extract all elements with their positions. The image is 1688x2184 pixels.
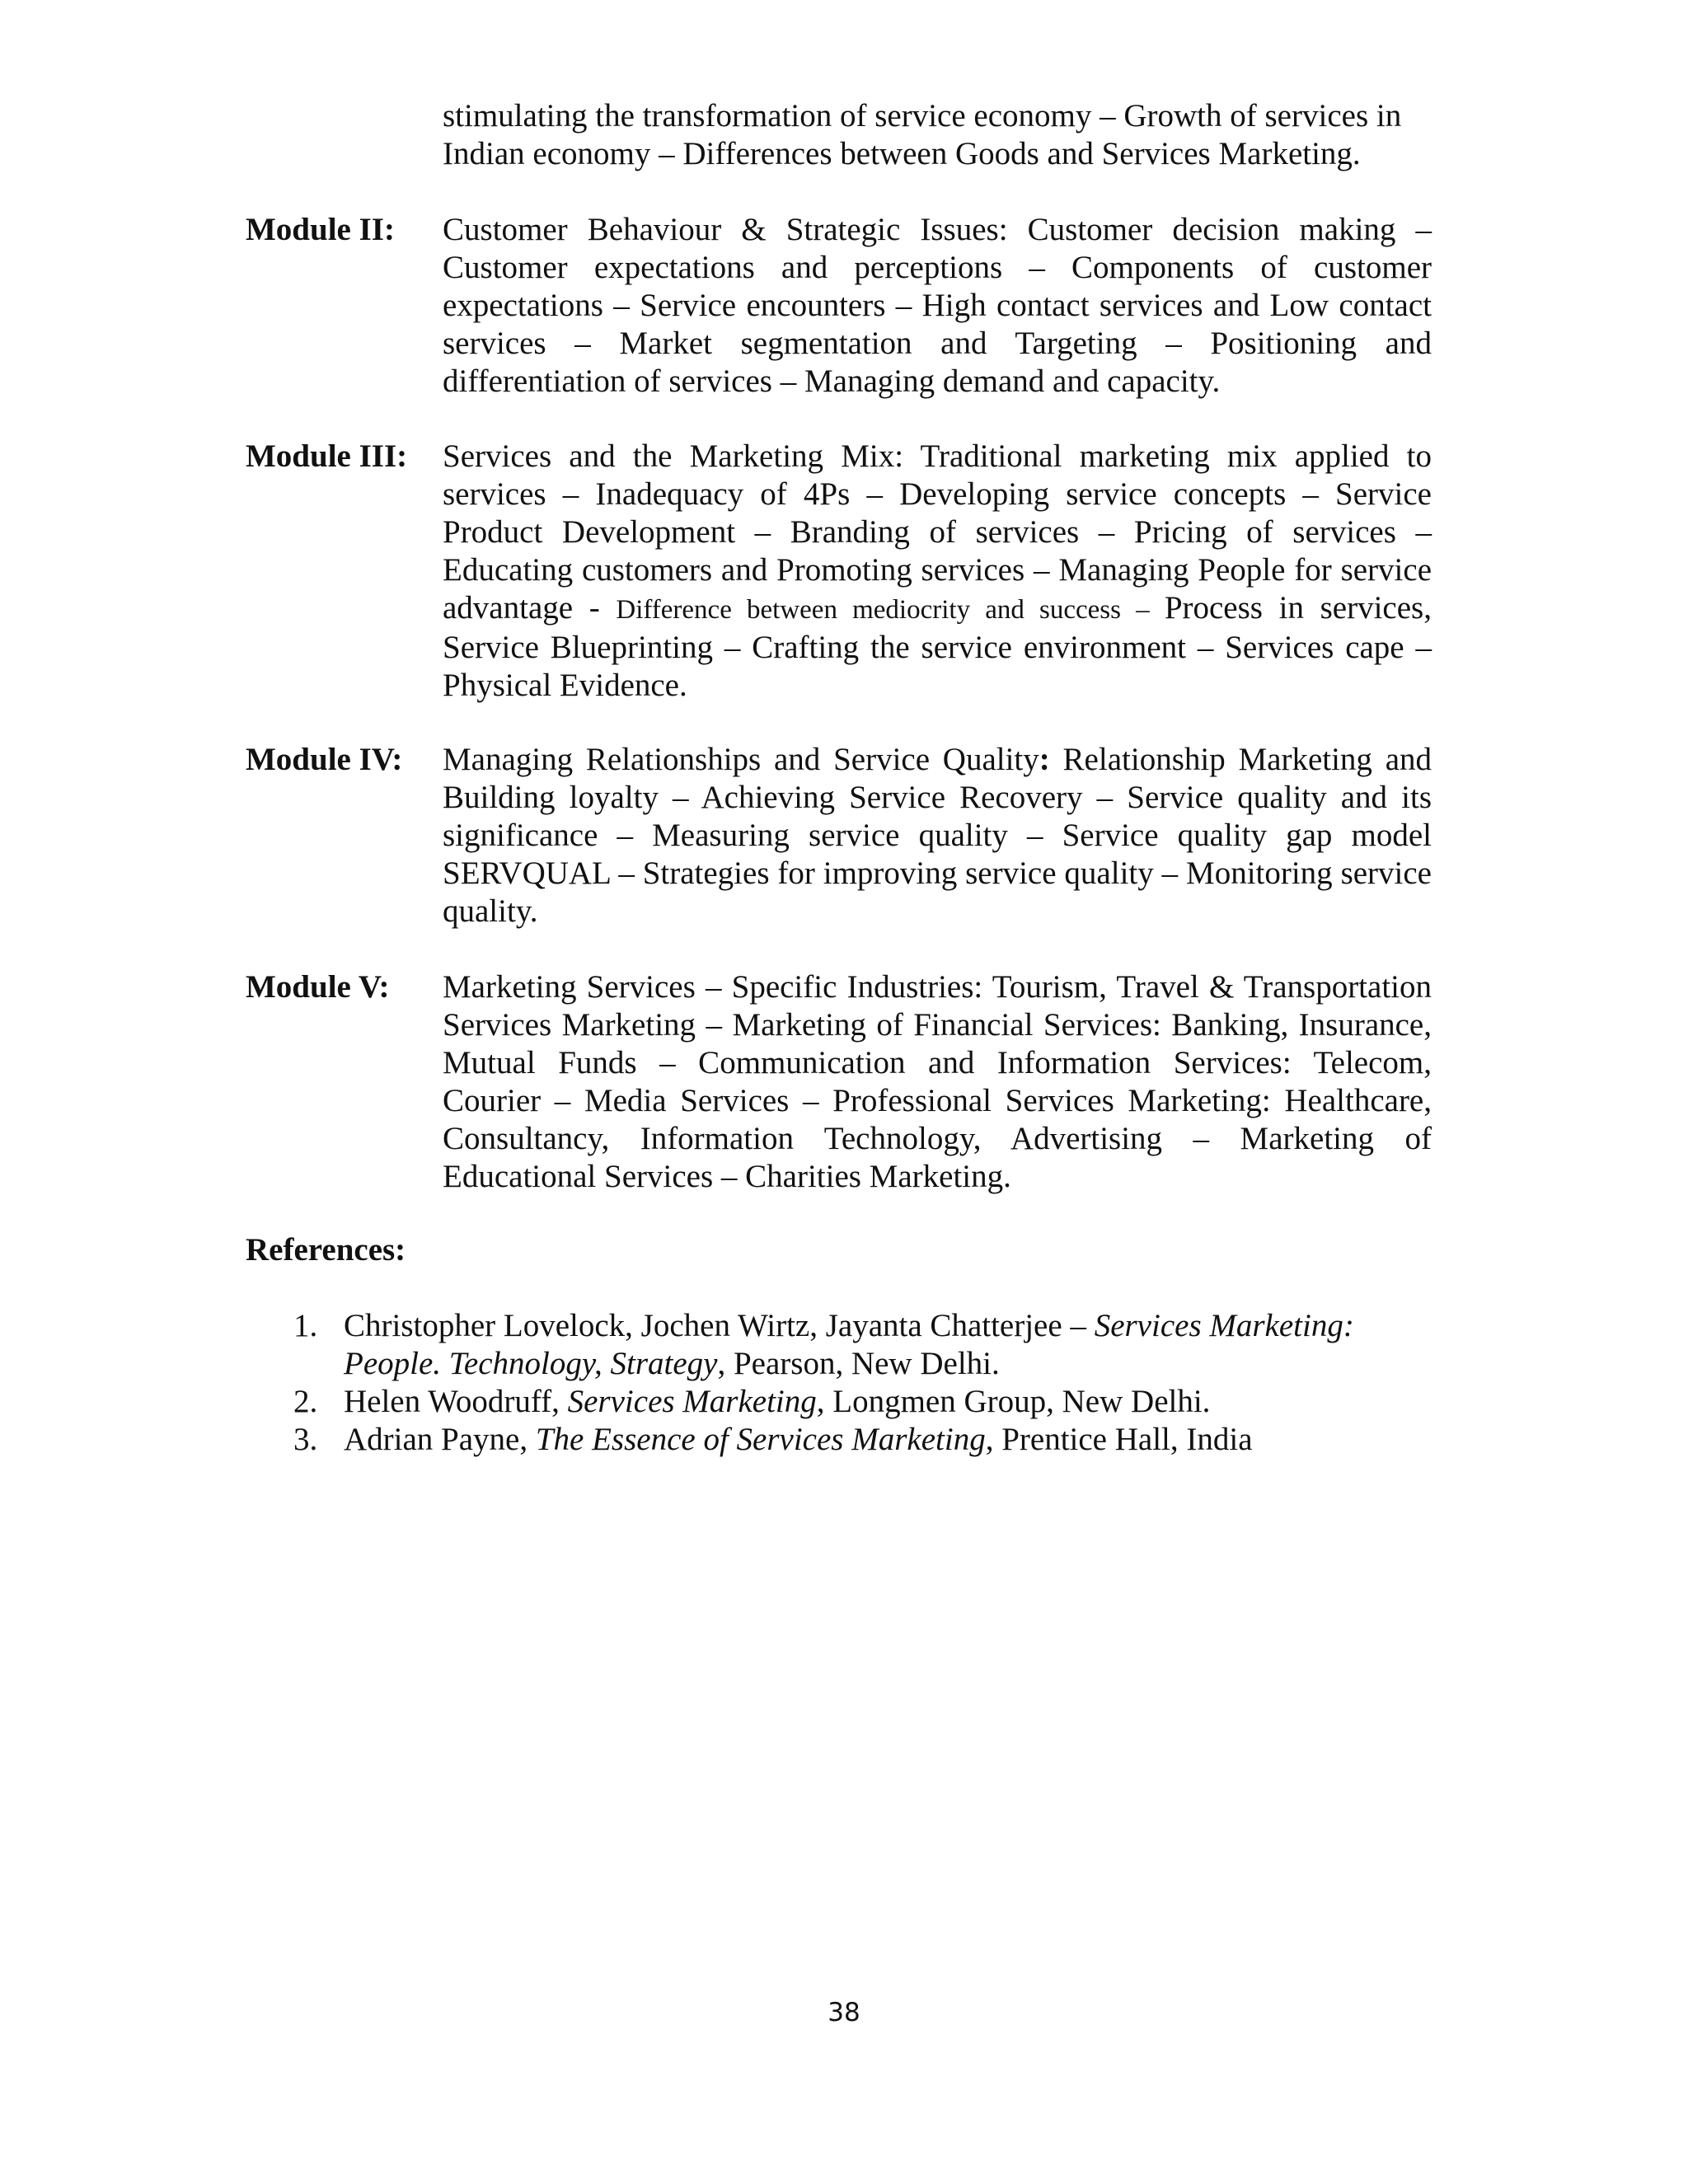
module-5-label: Module V: xyxy=(246,969,390,1005)
continuation-line-1: stimulating the transformation of service economy – Growth of services in xyxy=(443,98,1402,134)
reference-publisher: , Pearson, New Delhi. xyxy=(717,1346,1000,1381)
module-4-colon: : xyxy=(1039,742,1050,777)
module-3-text-small: Difference between mediocrity and success – xyxy=(616,595,1165,625)
page-number: 38 xyxy=(828,1998,860,2027)
reference-publisher: , Longmen Group, New Delhi. xyxy=(816,1384,1211,1419)
continuation-paragraph xyxy=(443,97,1432,173)
reference-authors: Adrian Payne, xyxy=(344,1422,536,1457)
module-3-text-part-b: Process in services, Service Blueprinting – Crafting the service environment – Services cape – Physical Evidence. xyxy=(443,590,1432,703)
references-heading: References: xyxy=(246,1232,406,1268)
reference-number: 2. xyxy=(293,1384,318,1419)
reference-title: The Essence of Services Marketing xyxy=(535,1422,986,1457)
module-4-label: Module IV: xyxy=(246,742,403,777)
reference-title: Services Marketing xyxy=(567,1384,817,1419)
module-4-text xyxy=(443,741,1432,930)
module-3-text-part-a: Services and the Marketing Mix: Traditional marketing mix applied to services – Inadequacy of 4Ps – Developing service concepts – Service Product Development – Branding of services – Pricing of services – Educating customers and Promoting services – Managing People for service advantage - xyxy=(443,438,1432,626)
reference-item-2 xyxy=(293,1383,1447,1421)
module-4-text-part-b: Relationship Marketing and Building loyalty – Achieving Service Recovery – Service quality and its significance – Measuring service quality – Service quality gap model SERVQUAL – Strategies for improving service quality – Monitoring service quality. xyxy=(443,742,1432,929)
continuation-line-2: Indian economy – Differences between Goods and Services Marketing. xyxy=(443,136,1361,171)
module-2-text: Customer Behaviour & Strategic Issues: Customer decision making – Customer expectations and perceptions – Components of customer expectations – Service encounters – High contact services and Low contact services – Market segmentation and Targeting – Positioning and differentiation of services – Managing demand and capacity. xyxy=(443,212,1432,399)
module-4-text-part-a: Managing Relationships and Service Quality xyxy=(443,742,1039,777)
references-list xyxy=(293,1307,1447,1459)
module-3-text xyxy=(443,438,1432,705)
reference-authors: Helen Woodruff, xyxy=(344,1384,568,1419)
reference-publisher: , Prentice Hall, India xyxy=(985,1422,1253,1457)
reference-number: 3. xyxy=(293,1422,318,1457)
module-2-label: Module II: xyxy=(246,212,395,247)
reference-item-1 xyxy=(293,1307,1447,1383)
reference-number: 1. xyxy=(293,1308,318,1343)
module-3-label: Module III: xyxy=(246,438,408,474)
reference-title: Services Marketing: People. Technology, Strategy xyxy=(344,1308,1354,1381)
reference-item-3 xyxy=(293,1421,1447,1459)
module-5-text: Marketing Services – Specific Industries: Tourism, Travel & Transportation Services Marketing – Marketing of Financial Services: Banking, Insurance, Mutual Funds – Communication and Information Services: Telecom, Courier – Media Services – Professional Services Marketing: Healthcare, Consultancy, Information Technology, Advertising – Marketing of Educational Services – Charities Marketing. xyxy=(443,969,1432,1194)
reference-authors: Christopher Lovelock, Jochen Wirtz, Jayanta Chatterjee – xyxy=(344,1308,1095,1343)
